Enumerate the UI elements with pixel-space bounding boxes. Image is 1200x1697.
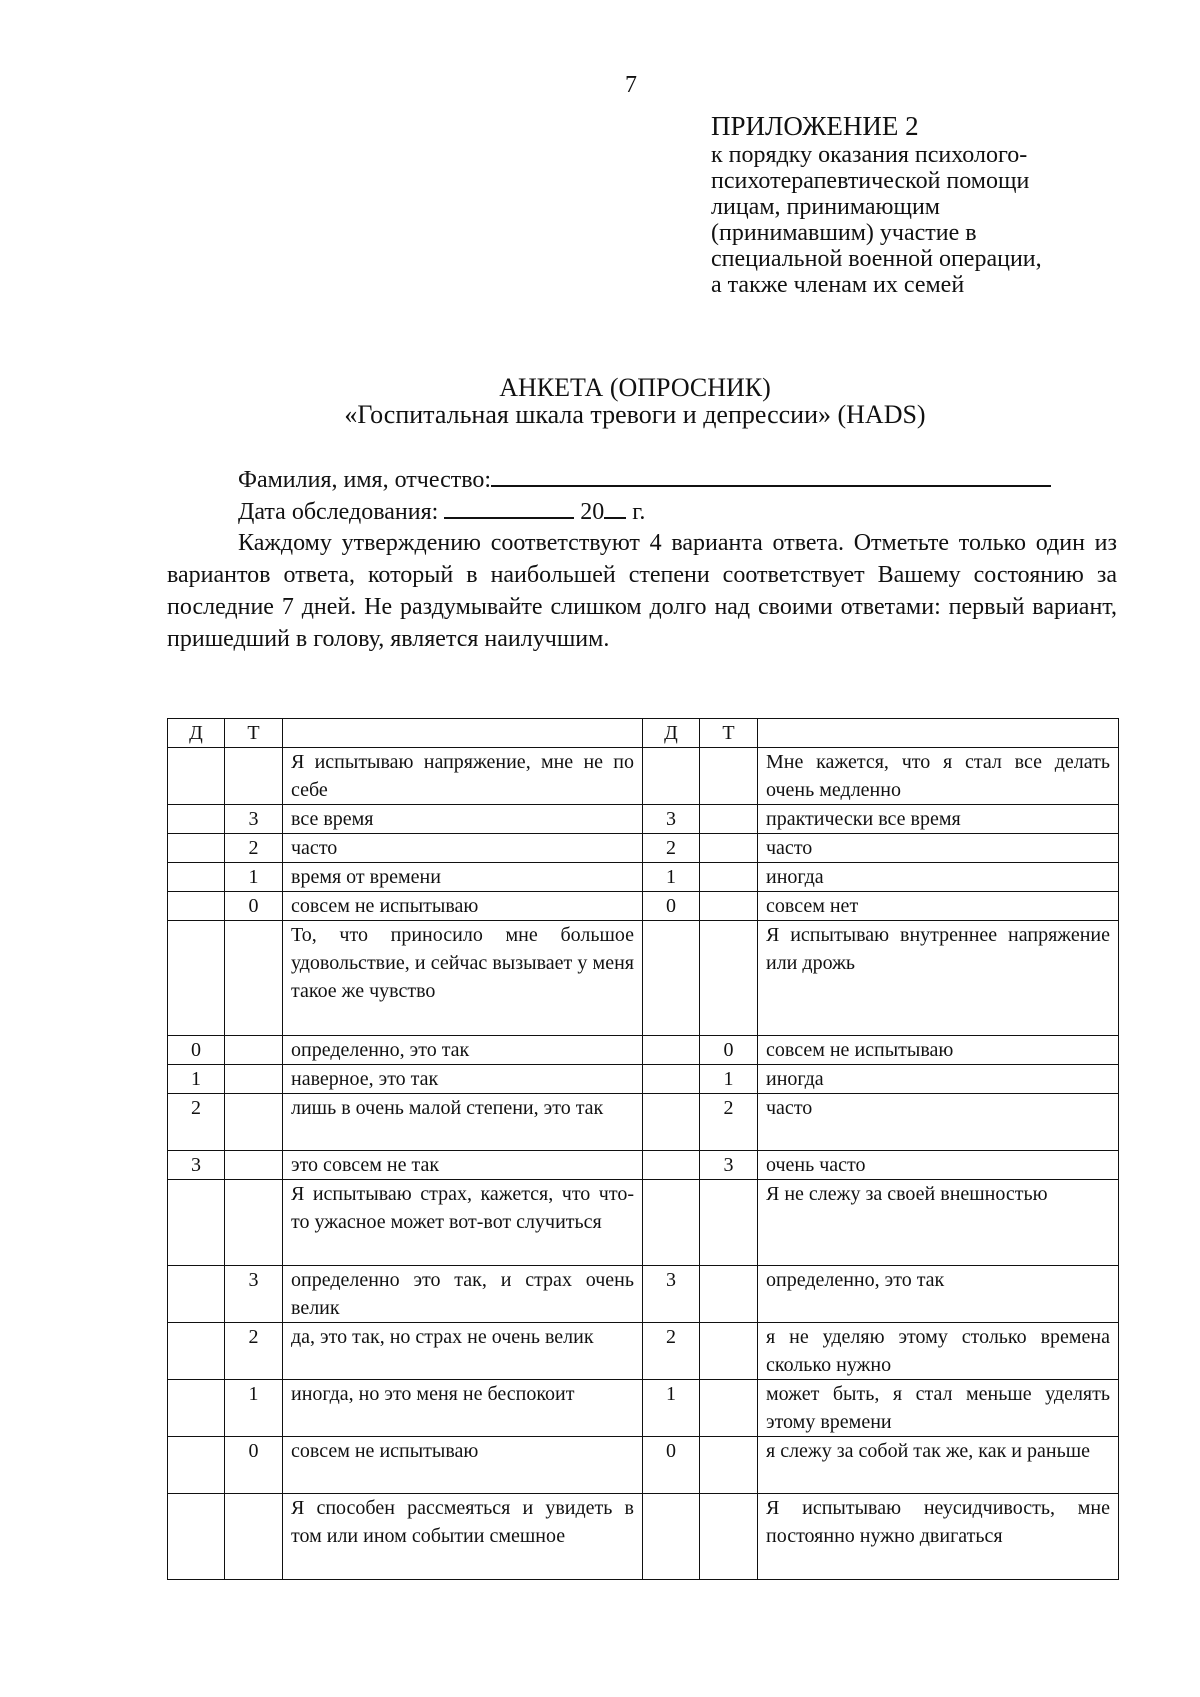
d-score-right[interactable] [643, 1094, 700, 1151]
d-score-right[interactable]: 1 [643, 1380, 700, 1437]
item-text-left: определенно это так, и страх очень велик [283, 1266, 643, 1323]
table-row [168, 892, 1119, 921]
d-score-left[interactable] [168, 863, 225, 892]
t-score-right[interactable] [700, 748, 758, 805]
appendix-line: а также членам их семей [711, 272, 965, 298]
item-text-left: То, что приносило мне большое удовольствие, и сейчас вызывает у меня такое же чувство [283, 921, 643, 1036]
d-score-left[interactable] [168, 1494, 225, 1580]
item-text-right: совсем нет [758, 892, 1119, 921]
t-score-left[interactable] [225, 921, 283, 1036]
d-score-left[interactable]: 1 [168, 1065, 225, 1094]
table-row [168, 805, 1119, 834]
t-score-right[interactable] [700, 1380, 758, 1437]
form-subtitle: «Госпитальная шкала тревоги и депрессии» (HADS) [344, 400, 926, 429]
name-field [238, 465, 1051, 494]
t-score-right[interactable]: 3 [700, 1151, 758, 1180]
appendix-block [711, 110, 1141, 298]
item-text-left: Я испытываю напряжение, мне не по себе [283, 748, 643, 805]
t-score-right[interactable] [700, 834, 758, 863]
t-score-right[interactable]: 0 [700, 1036, 758, 1065]
d-score-right[interactable] [643, 1036, 700, 1065]
item-text-left: Я испытываю страх, кажется, что что-то ужасное может вот-вот случиться [283, 1180, 643, 1266]
t-score-left[interactable]: 0 [225, 892, 283, 921]
t-score-left[interactable] [225, 1065, 283, 1094]
t-score-right[interactable] [700, 1494, 758, 1580]
t-score-left[interactable] [225, 748, 283, 805]
t-score-right[interactable] [700, 892, 758, 921]
table-body [168, 748, 1119, 1580]
item-text-left: Я способен рассмеяться и увидеть в том или ином событии смешное [283, 1494, 643, 1580]
header-t-right: Т [700, 719, 758, 748]
appendix-line: к порядку оказания психолого- [711, 142, 1028, 168]
d-score-right[interactable]: 2 [643, 834, 700, 863]
table-row [168, 1323, 1119, 1380]
name-blank-line[interactable] [491, 465, 1051, 487]
d-score-left[interactable] [168, 1323, 225, 1380]
d-score-right[interactable]: 0 [643, 1437, 700, 1494]
t-score-left[interactable]: 3 [225, 1266, 283, 1323]
t-score-left[interactable] [225, 1180, 283, 1266]
table-row [168, 1094, 1119, 1151]
d-score-right[interactable] [643, 1180, 700, 1266]
date-year-suffix: г. [632, 499, 646, 525]
header-t-left: Т [225, 719, 283, 748]
table-row [168, 1266, 1119, 1323]
d-score-right[interactable]: 3 [643, 1266, 700, 1323]
item-text-left: определенно, это так [283, 1036, 643, 1065]
t-score-left[interactable] [225, 1151, 283, 1180]
date-label: Дата обследования: [238, 499, 439, 525]
table-row [168, 748, 1119, 805]
t-score-right[interactable] [700, 1437, 758, 1494]
d-score-left[interactable] [168, 921, 225, 1036]
d-score-left[interactable]: 0 [168, 1036, 225, 1065]
appendix-line: специальной военной операции, [711, 246, 1042, 272]
item-text-right: иногда [758, 1065, 1119, 1094]
item-text-right: совсем не испытываю [758, 1036, 1119, 1065]
header-text-right [758, 719, 1119, 748]
t-score-left[interactable]: 1 [225, 1380, 283, 1437]
t-score-left[interactable] [225, 1094, 283, 1151]
header-d-left: Д [168, 719, 225, 748]
table-row [168, 1494, 1119, 1580]
instructions-paragraph: Каждому утверждению соответствуют 4 варианта ответа. Отметьте только один из вариантов ответа, который в наибольшей степени соответствует Вашему состоянию за последние 7 дней. Не раздумывайте слишком долго над своими ответами: первый вариант, пришедший в голову, является наилучшим. [167, 530, 1117, 652]
d-score-right[interactable]: 1 [643, 863, 700, 892]
item-text-left: это совсем не так [283, 1151, 643, 1180]
item-text-right: часто [758, 1094, 1119, 1151]
table-row [168, 834, 1119, 863]
t-score-left[interactable]: 2 [225, 1323, 283, 1380]
item-text-left: все время [283, 805, 643, 834]
d-score-left[interactable] [168, 748, 225, 805]
header-d-right: Д [643, 719, 700, 748]
item-text-left: лишь в очень малой степени, это так [283, 1094, 643, 1151]
t-score-right[interactable] [700, 863, 758, 892]
table-row [168, 921, 1119, 1036]
item-text-left: иногда, но это меня не беспокоит [283, 1380, 643, 1437]
item-text-right: практически все время [758, 805, 1119, 834]
table-header-row [168, 719, 1119, 748]
d-score-right[interactable] [643, 748, 700, 805]
d-score-right[interactable]: 0 [643, 892, 700, 921]
d-score-left[interactable]: 2 [168, 1094, 225, 1151]
d-score-left[interactable]: 3 [168, 1151, 225, 1180]
t-score-left[interactable]: 1 [225, 863, 283, 892]
d-score-left[interactable] [168, 1266, 225, 1323]
t-score-right[interactable] [700, 1180, 758, 1266]
item-text-right: Я испытываю неусидчивость, мне постоянно нужно двигаться [758, 1494, 1119, 1580]
page-number: 7 [625, 72, 637, 98]
appendix-line: (принимавшим) участие в [711, 220, 977, 246]
item-text-right: Я испытываю внутреннее напряжение или дрожь [758, 921, 1119, 1036]
d-score-left[interactable] [168, 892, 225, 921]
item-text-right: Я не слежу за своей внешностью [758, 1180, 1119, 1266]
d-score-right[interactable] [643, 921, 700, 1036]
d-score-left[interactable] [168, 1180, 225, 1266]
t-score-right[interactable] [700, 921, 758, 1036]
item-text-right: может быть, я стал меньше уделять этому времени [758, 1380, 1119, 1437]
form-title: АНКЕТА (ОПРОСНИК) [499, 373, 771, 402]
t-score-right[interactable] [700, 1323, 758, 1380]
item-text-right: Мне кажется, что я стал все делать очень медленно [758, 748, 1119, 805]
date-year-prefix: 20 [580, 499, 605, 525]
t-score-right[interactable]: 1 [700, 1065, 758, 1094]
appendix-line: психотерапевтической помощи [711, 168, 1030, 194]
d-score-right[interactable]: 2 [643, 1323, 700, 1380]
t-score-right[interactable] [700, 805, 758, 834]
d-score-right[interactable] [643, 1151, 700, 1180]
table-row [168, 863, 1119, 892]
d-score-left[interactable] [168, 834, 225, 863]
d-score-right[interactable] [643, 1494, 700, 1580]
appendix-title: ПРИЛОЖЕНИЕ 2 [711, 111, 919, 141]
d-score-right[interactable]: 3 [643, 805, 700, 834]
hads-questionnaire-table [167, 718, 1119, 1580]
t-score-left[interactable]: 3 [225, 805, 283, 834]
item-text-left: наверное, это так [283, 1065, 643, 1094]
t-score-left[interactable] [225, 1494, 283, 1580]
date-field [238, 497, 645, 526]
appendix-line: лицам, принимающим [711, 194, 940, 220]
t-score-right[interactable] [700, 1266, 758, 1323]
item-text-left: совсем не испытываю [283, 1437, 643, 1494]
t-score-right[interactable]: 2 [700, 1094, 758, 1151]
table-row [168, 1036, 1119, 1065]
d-score-right[interactable] [643, 1065, 700, 1094]
name-label: Фамилия, имя, отчество: [238, 467, 492, 493]
d-score-left[interactable] [168, 805, 225, 834]
item-text-right: часто [758, 834, 1119, 863]
item-text-right: я слежу за собой так же, как и раньше [758, 1437, 1119, 1494]
year-blank-line[interactable] [604, 497, 626, 519]
item-text-left: совсем не испытываю [283, 892, 643, 921]
d-score-left[interactable] [168, 1380, 225, 1437]
table-row [168, 1151, 1119, 1180]
date-blank-line[interactable] [444, 497, 574, 519]
t-score-left[interactable]: 0 [225, 1437, 283, 1494]
table-row [168, 1065, 1119, 1094]
table-row [168, 1437, 1119, 1494]
item-text-left: да, это так, но страх не очень велик [283, 1323, 643, 1380]
t-score-left[interactable]: 2 [225, 834, 283, 863]
header-text-left [283, 719, 643, 748]
item-text-left: время от времени [283, 863, 643, 892]
d-score-left[interactable] [168, 1437, 225, 1494]
item-text-left: часто [283, 834, 643, 863]
item-text-right: очень часто [758, 1151, 1119, 1180]
t-score-left[interactable] [225, 1036, 283, 1065]
table-row [168, 1380, 1119, 1437]
item-text-right: я не уделяю этому столько времена сколько нужно [758, 1323, 1119, 1380]
item-text-right: определенно, это так [758, 1266, 1119, 1323]
table-row [168, 1180, 1119, 1266]
item-text-right: иногда [758, 863, 1119, 892]
